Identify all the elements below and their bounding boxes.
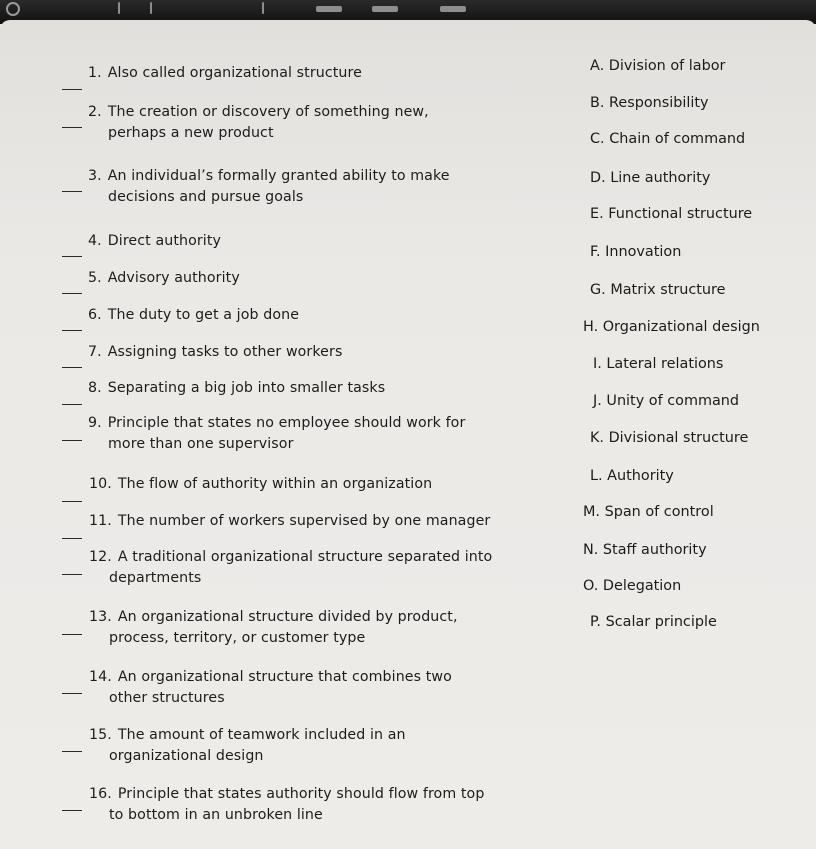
- question-text: The duty to get a job done: [107, 307, 300, 323]
- answer-g: [590, 280, 726, 300]
- question-text-continued: more than one supervisor: [108, 436, 294, 452]
- mark-icon: [262, 2, 264, 14]
- question-5: [88, 268, 240, 289]
- question-15: [89, 725, 406, 767]
- answer-text: Innovation: [605, 244, 682, 260]
- answer-text: Unity of command: [606, 393, 740, 409]
- question-3: [88, 166, 450, 208]
- answer-text: Line authority: [610, 170, 711, 186]
- answer-letter: C.: [590, 131, 605, 147]
- answer-text: Lateral relations: [606, 356, 724, 372]
- answer-e: [590, 204, 752, 224]
- question-number: 5.: [88, 270, 102, 286]
- answer-a: [590, 56, 725, 76]
- answer-letter: I.: [593, 356, 602, 372]
- answer-letter: F.: [590, 244, 601, 260]
- answer-l: [590, 466, 674, 486]
- answer-letter: D.: [590, 170, 606, 186]
- answer-letter: J.: [593, 393, 602, 409]
- question-text: Direct authority: [107, 233, 221, 249]
- question-number: 3.: [88, 168, 102, 184]
- answer-blank-11[interactable]: [62, 538, 82, 539]
- answer-letter: L.: [590, 468, 603, 484]
- question-text: An individual’s formally granted ability to make: [107, 168, 450, 184]
- answer-h: [583, 317, 760, 337]
- answer-blank-14[interactable]: [62, 693, 82, 694]
- question-number: 15.: [89, 727, 112, 743]
- question-16: [89, 784, 484, 826]
- answer-n: [583, 540, 707, 560]
- answer-blank-12[interactable]: [62, 574, 82, 575]
- answer-d: [590, 168, 710, 188]
- question-text: Principle that states authority should flow from top: [117, 786, 485, 802]
- answer-text: Functional structure: [608, 206, 753, 222]
- answer-letter: B.: [590, 95, 605, 111]
- answer-i: [593, 354, 723, 374]
- question-text: The number of workers supervised by one manager: [117, 513, 491, 529]
- answer-text: Divisional structure: [608, 430, 749, 446]
- answer-letter: M.: [583, 504, 600, 520]
- answer-text: Delegation: [602, 578, 682, 594]
- question-text: Separating a big job into smaller tasks: [107, 380, 386, 396]
- answer-text: Scalar principle: [605, 614, 717, 630]
- question-number: 10.: [89, 476, 112, 492]
- question-12: [89, 547, 492, 589]
- question-11: [89, 511, 490, 532]
- question-text-continued: departments: [109, 570, 202, 586]
- answer-letter: G.: [590, 282, 606, 298]
- question-number: 14.: [89, 669, 112, 685]
- scribble-icon: [440, 6, 466, 12]
- answer-blank-8[interactable]: [62, 404, 82, 405]
- answer-blank-3[interactable]: [62, 191, 82, 192]
- answer-blank-2[interactable]: [62, 127, 82, 128]
- question-text-continued: process, territory, or customer type: [109, 630, 366, 646]
- answer-blank-6[interactable]: [62, 330, 82, 331]
- question-1: [88, 63, 362, 84]
- question-number: 6.: [88, 307, 102, 323]
- answer-c: [590, 129, 745, 149]
- question-4: [88, 231, 221, 252]
- question-text: An organizational structure divided by product,: [117, 609, 458, 625]
- answer-o: [583, 576, 681, 596]
- answer-blank-16[interactable]: [62, 810, 82, 811]
- question-number: 13.: [89, 609, 112, 625]
- answer-blank-10[interactable]: [62, 501, 82, 502]
- answer-letter: A.: [590, 58, 605, 74]
- answer-letter: E.: [590, 206, 604, 222]
- question-text: The flow of authority within an organization: [117, 476, 433, 492]
- answer-letter: P.: [590, 614, 602, 630]
- question-number: 2.: [88, 104, 102, 120]
- question-8: [88, 378, 385, 399]
- answer-blank-15[interactable]: [62, 751, 82, 752]
- question-number: 16.: [89, 786, 112, 802]
- answer-blank-13[interactable]: [62, 634, 82, 635]
- answer-letter: O.: [583, 578, 599, 594]
- worksheet-page: [0, 20, 816, 849]
- question-text: Principle that states no employee should work for: [107, 415, 466, 431]
- question-text-continued: organizational design: [109, 748, 264, 764]
- answer-letter: H.: [583, 319, 599, 335]
- question-number: 12.: [89, 549, 112, 565]
- answer-text: Authority: [607, 468, 674, 484]
- answer-blank-9[interactable]: [62, 440, 82, 441]
- question-text: Advisory authority: [107, 270, 240, 286]
- question-6: [88, 305, 299, 326]
- answer-k: [590, 428, 748, 448]
- question-number: 7.: [88, 344, 102, 360]
- question-number: 8.: [88, 380, 102, 396]
- circle-icon: [6, 2, 20, 16]
- answer-f: [590, 242, 681, 262]
- answer-blank-4[interactable]: [62, 256, 82, 257]
- question-9: [88, 413, 465, 455]
- mark-icon: [118, 2, 120, 14]
- question-text: Also called organizational structure: [107, 65, 362, 81]
- question-10: [89, 474, 432, 495]
- question-7: [88, 342, 342, 363]
- answer-letter: N.: [583, 542, 599, 558]
- question-2: [88, 102, 429, 144]
- answer-text: Organizational design: [602, 319, 760, 335]
- question-number: 9.: [88, 415, 102, 431]
- question-14: [89, 667, 452, 709]
- answer-letter: K.: [590, 430, 605, 446]
- question-text: Assigning tasks to other workers: [107, 344, 343, 360]
- question-number: 4.: [88, 233, 102, 249]
- question-text-continued: decisions and pursue goals: [108, 189, 304, 205]
- question-number: 1.: [88, 65, 102, 81]
- question-number: 11.: [89, 513, 112, 529]
- answer-blank-1[interactable]: [62, 89, 82, 90]
- answer-text: Matrix structure: [610, 282, 726, 298]
- question-text: The creation or discovery of something new,: [107, 104, 429, 120]
- mark-icon: [150, 2, 152, 14]
- scribble-icon: [316, 6, 342, 12]
- answer-m: [583, 502, 714, 522]
- answer-b: [590, 93, 709, 113]
- answer-text: Responsibility: [609, 95, 709, 111]
- answer-blank-5[interactable]: [62, 293, 82, 294]
- question-text-continued: perhaps a new product: [108, 125, 274, 141]
- question-text: An organizational structure that combines two: [117, 669, 452, 685]
- question-text: The amount of teamwork included in an: [117, 727, 406, 743]
- scribble-icon: [372, 6, 398, 12]
- answer-j: [593, 391, 739, 411]
- answer-text: Division of labor: [608, 58, 726, 74]
- question-13: [89, 607, 458, 649]
- answer-text: Chain of command: [609, 131, 746, 147]
- question-text-continued: other structures: [109, 690, 225, 706]
- question-text-continued: to bottom in an unbroken line: [109, 807, 323, 823]
- answer-p: [590, 612, 717, 632]
- question-text: A traditional organizational structure separated into: [117, 549, 493, 565]
- answer-blank-7[interactable]: [62, 367, 82, 368]
- answer-text: Staff authority: [602, 542, 707, 558]
- answer-text: Span of control: [604, 504, 714, 520]
